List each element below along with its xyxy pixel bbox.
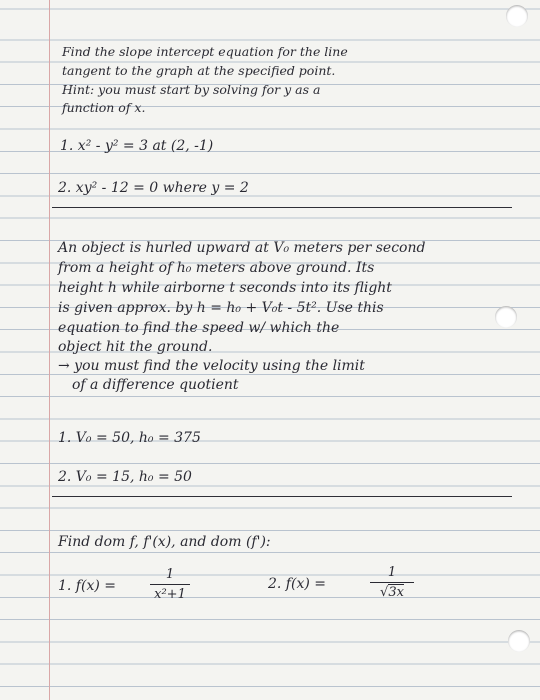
section1-problem-1: 1. x² - y² = 3 at (2, -1) <box>60 138 214 154</box>
section3-heading: Find dom f, f'(x), and dom (f'): <box>58 534 271 550</box>
section2-problem-2: 2. V₀ = 15, h₀ = 50 <box>58 469 192 485</box>
fraction-1-bar <box>150 584 190 585</box>
radical-sign: √ <box>380 585 389 600</box>
section1-instruction-line2: tangent to the graph at the specified point. <box>62 63 336 78</box>
section1-instruction-line1: Find the slope intercept equation for the line <box>62 44 348 59</box>
section3-problem-2-fraction <box>370 565 414 600</box>
section2-text-line4: is given approx. by h = h₀ + V₀t - 5t². Use this <box>58 300 384 316</box>
binder-hole-middle <box>495 306 517 328</box>
margin-line <box>49 0 50 700</box>
section3-problem-1-label: 1. f(x) = <box>58 578 116 594</box>
binder-hole-top <box>506 5 528 27</box>
binder-hole-bottom <box>508 630 530 652</box>
fraction-2-denominator <box>380 585 404 600</box>
section2-problem-1: 1. V₀ = 50, h₀ = 375 <box>58 430 201 446</box>
section1-hint-line1: Hint: you must start by solving for y as a <box>62 82 321 97</box>
section1-problem-2: 2. xy² - 12 = 0 where y = 2 <box>58 180 249 196</box>
section2-text-line1: An object is hurled upward at V₀ meters per second <box>58 240 426 256</box>
fraction-1-numerator: 1 <box>165 567 175 582</box>
section2-text-line6: object hit the ground. <box>58 339 213 355</box>
section3-problem-2-label: 2. f(x) = <box>268 576 326 592</box>
divider-2 <box>52 496 512 497</box>
section2-text-line3: height h while airborne t seconds into its flight <box>58 280 392 296</box>
section2-hint-line1: → you must find the velocity using the limit <box>58 358 365 374</box>
section1-hint-line2: function of x. <box>62 100 146 115</box>
divider-1 <box>52 207 512 208</box>
section2-hint-line2: of a difference quotient <box>72 377 239 393</box>
radicand: 3x <box>388 585 404 600</box>
fraction-2-numerator: 1 <box>387 565 397 580</box>
fraction-2-bar <box>370 582 414 583</box>
fraction-1-denominator: x²+1 <box>154 587 186 602</box>
section2-text-line2: from a height of h₀ meters above ground. Its <box>58 260 375 276</box>
section2-text-line5: equation to find the speed w/ which the <box>58 320 340 336</box>
section3-problem-1-fraction <box>150 567 190 602</box>
